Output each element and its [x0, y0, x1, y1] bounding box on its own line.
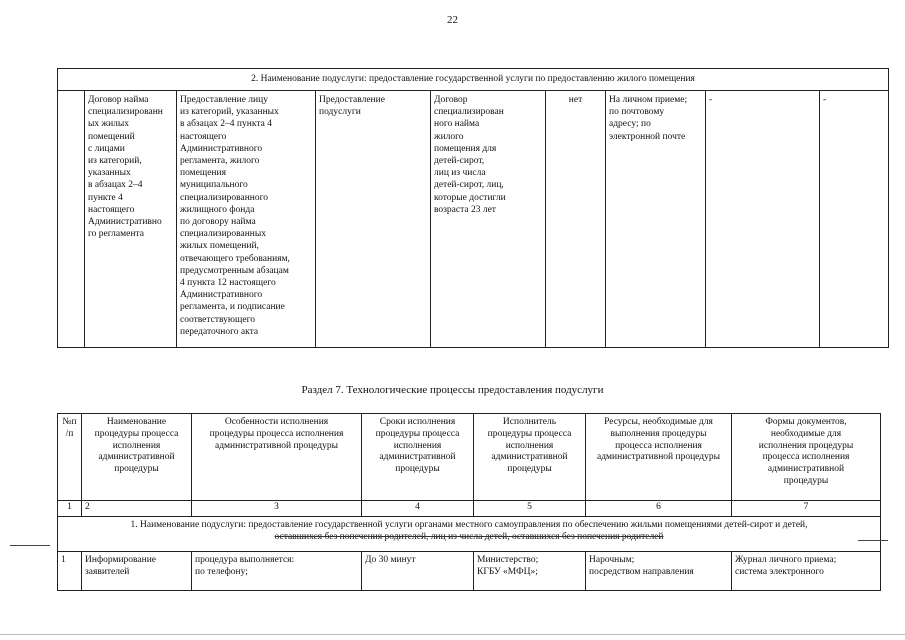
- text-line: жилого: [434, 131, 464, 142]
- text-line: необходимые для: [770, 428, 842, 439]
- text-line: детей-сирот,: [434, 156, 485, 167]
- text-line: специализированных: [180, 229, 267, 240]
- header-procedure-features: [192, 414, 362, 501]
- text-line: Административно: [88, 217, 162, 228]
- text-line: административной процедуры: [596, 452, 720, 463]
- table1-cell-document: [85, 91, 177, 348]
- row-document-forms: [732, 552, 881, 591]
- text-line: специализированн: [88, 107, 163, 118]
- text-line: по почтовому: [609, 107, 665, 118]
- text-line: процедуры: [507, 464, 552, 475]
- text-line: Договор найма: [88, 95, 149, 105]
- table2-subheading-row: [58, 517, 881, 552]
- text-line: административной: [767, 464, 845, 475]
- table1-heading-row: [58, 69, 889, 91]
- scan-mark: [858, 540, 888, 541]
- text-line: из категорий,: [88, 156, 142, 167]
- text-line: исполнения: [112, 440, 161, 451]
- text-line: посредством направления: [589, 566, 694, 577]
- text-line: ых жилых: [88, 119, 130, 130]
- text-line: которые достигли: [434, 192, 506, 203]
- table1-cell-description: [177, 91, 316, 348]
- row-procedure-name: [82, 552, 192, 591]
- text-line: Предоставление: [319, 95, 385, 105]
- text-line: помещения: [180, 168, 226, 179]
- text-line: административной процедуры: [214, 440, 338, 451]
- text-line: КГБУ «МФЦ»;: [477, 566, 538, 577]
- text-line: помещений: [88, 131, 135, 142]
- text-line: помещения для: [434, 143, 497, 154]
- text-line: система электронного: [735, 566, 824, 577]
- technological-processes-table: [57, 413, 881, 591]
- text-line: Административного: [180, 290, 263, 301]
- text-line: адресу; по: [609, 119, 651, 130]
- text-line: Информирование: [85, 555, 157, 565]
- text-line: На личном приеме;: [609, 95, 688, 105]
- text-line: исполнения процедуры: [758, 440, 854, 451]
- scan-mark: [10, 545, 50, 546]
- text-line: пункте 4: [88, 192, 123, 203]
- table1-cell-storage-organ: -: [706, 91, 820, 348]
- text-line: го регламента: [88, 229, 144, 240]
- text-line: выполнения процедуры: [610, 428, 707, 439]
- text-line: До 30 минут: [365, 555, 416, 565]
- row-resources: [586, 552, 732, 591]
- text-line: процесса исполнения: [762, 452, 850, 463]
- text-line: Особенности исполнения: [224, 417, 329, 427]
- row-executor: [474, 552, 586, 591]
- text-line: процедуры процесса исполнения: [209, 428, 344, 439]
- text-line: Наименование: [106, 417, 167, 427]
- text-line: настоящего: [88, 204, 135, 215]
- table1-cell-empty: [58, 91, 85, 348]
- table1-row: [58, 91, 889, 348]
- header-executor: [474, 414, 586, 501]
- header-document-forms: [732, 414, 881, 501]
- text-line: Предоставление лицу: [180, 95, 268, 105]
- text-line: исполнения: [505, 440, 554, 451]
- row-number: 1: [58, 552, 82, 591]
- text-line: с лицами: [88, 143, 125, 154]
- text-line: заявителей: [85, 566, 130, 577]
- text-line: процедуры: [114, 464, 159, 475]
- text-line: процедуры процесса: [487, 428, 572, 439]
- text-line: Административного: [180, 143, 263, 154]
- text-line: 4 пункта 12 настоящего: [180, 278, 276, 289]
- table1-cell-result-form: [431, 91, 546, 348]
- text-line: передаточного акта: [180, 326, 259, 337]
- header-deadlines: [362, 414, 474, 501]
- page-number: 22: [447, 14, 458, 26]
- text-line: регламента, жилого: [180, 156, 260, 167]
- text-line: /п: [65, 428, 74, 439]
- text-line: административной: [98, 452, 175, 463]
- text-line: административной: [379, 452, 456, 463]
- text-line: процедуры процесса: [375, 428, 460, 439]
- text-line: процесса исполнения: [615, 440, 702, 451]
- table2-subheading: [58, 517, 881, 552]
- text-line: исполнения: [393, 440, 442, 451]
- col-number: 3: [192, 501, 362, 517]
- text-line: предусмотренным абзацам: [180, 265, 289, 276]
- text-line: процедура выполняется:: [195, 555, 295, 565]
- text-line: в абзацах 2–4 пункта 4: [180, 119, 272, 130]
- text-line: №п: [62, 417, 77, 427]
- header-procedure-name: [82, 414, 192, 501]
- header-resources: [586, 414, 732, 501]
- text-line: специализированного: [180, 192, 269, 203]
- subheading-line-1: 1. Наименование подуслуги: предоставление государственной услуги органами местного самоуправления по обеспечению жильми помещениями детей-сирот и детей,: [130, 520, 808, 530]
- text-line: настоящего: [180, 131, 227, 142]
- text-line: Сроки исполнения: [379, 417, 456, 427]
- table1-cell-template: нет: [546, 91, 606, 348]
- col-number: 5: [474, 501, 586, 517]
- text-line: ного найма: [434, 119, 480, 130]
- table2-number-row: [58, 501, 881, 517]
- text-line: Ресурсы, необходимые для: [604, 417, 713, 427]
- col-number: 4: [362, 501, 474, 517]
- text-line: жилых помещений,: [180, 241, 259, 252]
- text-line: в абзацах 2–4: [88, 180, 143, 191]
- text-line: соответствующего: [180, 314, 255, 325]
- text-line: отвечающего требованиям,: [180, 253, 290, 264]
- text-line: специализирован: [434, 107, 504, 118]
- scan-mark: [0, 634, 905, 635]
- col-number: 6: [586, 501, 732, 517]
- text-line: регламента, и подписание: [180, 302, 285, 313]
- col-number: 2: [82, 501, 192, 517]
- subheading-line-2: оставшихся без попечения родителей, лиц из числа детей, оставшихся без попечения родителей: [274, 531, 664, 542]
- table1-cell-methods: [606, 91, 706, 348]
- table2-row: [58, 552, 881, 591]
- text-line: процедуры: [395, 464, 440, 475]
- table1-cell-storage-mfc: -: [820, 91, 889, 348]
- row-procedure-features: [192, 552, 362, 591]
- header-number: [58, 414, 82, 501]
- text-line: по договору найма: [180, 217, 256, 228]
- table2-header-row: [58, 414, 881, 501]
- table1-heading: 2. Наименование подуслуги: предоставление государственной услуги по предоставлению жилого помещения: [58, 69, 889, 91]
- text-line: детей-сирот, лиц,: [434, 180, 504, 191]
- text-line: Журнал личного приема;: [735, 555, 837, 565]
- text-line: электронной почте: [609, 131, 686, 142]
- text-line: из категорий, указанных: [180, 107, 279, 118]
- text-line: процедуры: [783, 475, 829, 486]
- subservice-results-table: [57, 68, 889, 348]
- text-line: возраста 23 лет: [434, 204, 496, 215]
- col-number: 7: [732, 501, 881, 517]
- section-title: Раздел 7. Технологические процессы предоставления подуслуги: [301, 384, 604, 396]
- text-line: жилищного фонда: [180, 204, 255, 215]
- row-deadline: [362, 552, 474, 591]
- text-line: муниципального: [180, 180, 248, 191]
- text-line: административной: [491, 452, 568, 463]
- text-line: подуслуги: [319, 107, 361, 118]
- text-line: Министерство;: [477, 555, 539, 565]
- text-line: Нарочным;: [589, 555, 635, 565]
- text-line: указанных: [88, 168, 131, 179]
- col-number: 1: [58, 501, 82, 517]
- text-line: по телефону;: [195, 566, 248, 577]
- text-line: Договор: [434, 95, 468, 105]
- table1-cell-characteristic: [316, 91, 431, 348]
- text-line: процедуры процесса: [94, 428, 179, 439]
- text-line: лиц из числа: [434, 168, 486, 179]
- text-line: Формы документов,: [765, 417, 847, 427]
- text-line: Исполнитель: [502, 417, 557, 427]
